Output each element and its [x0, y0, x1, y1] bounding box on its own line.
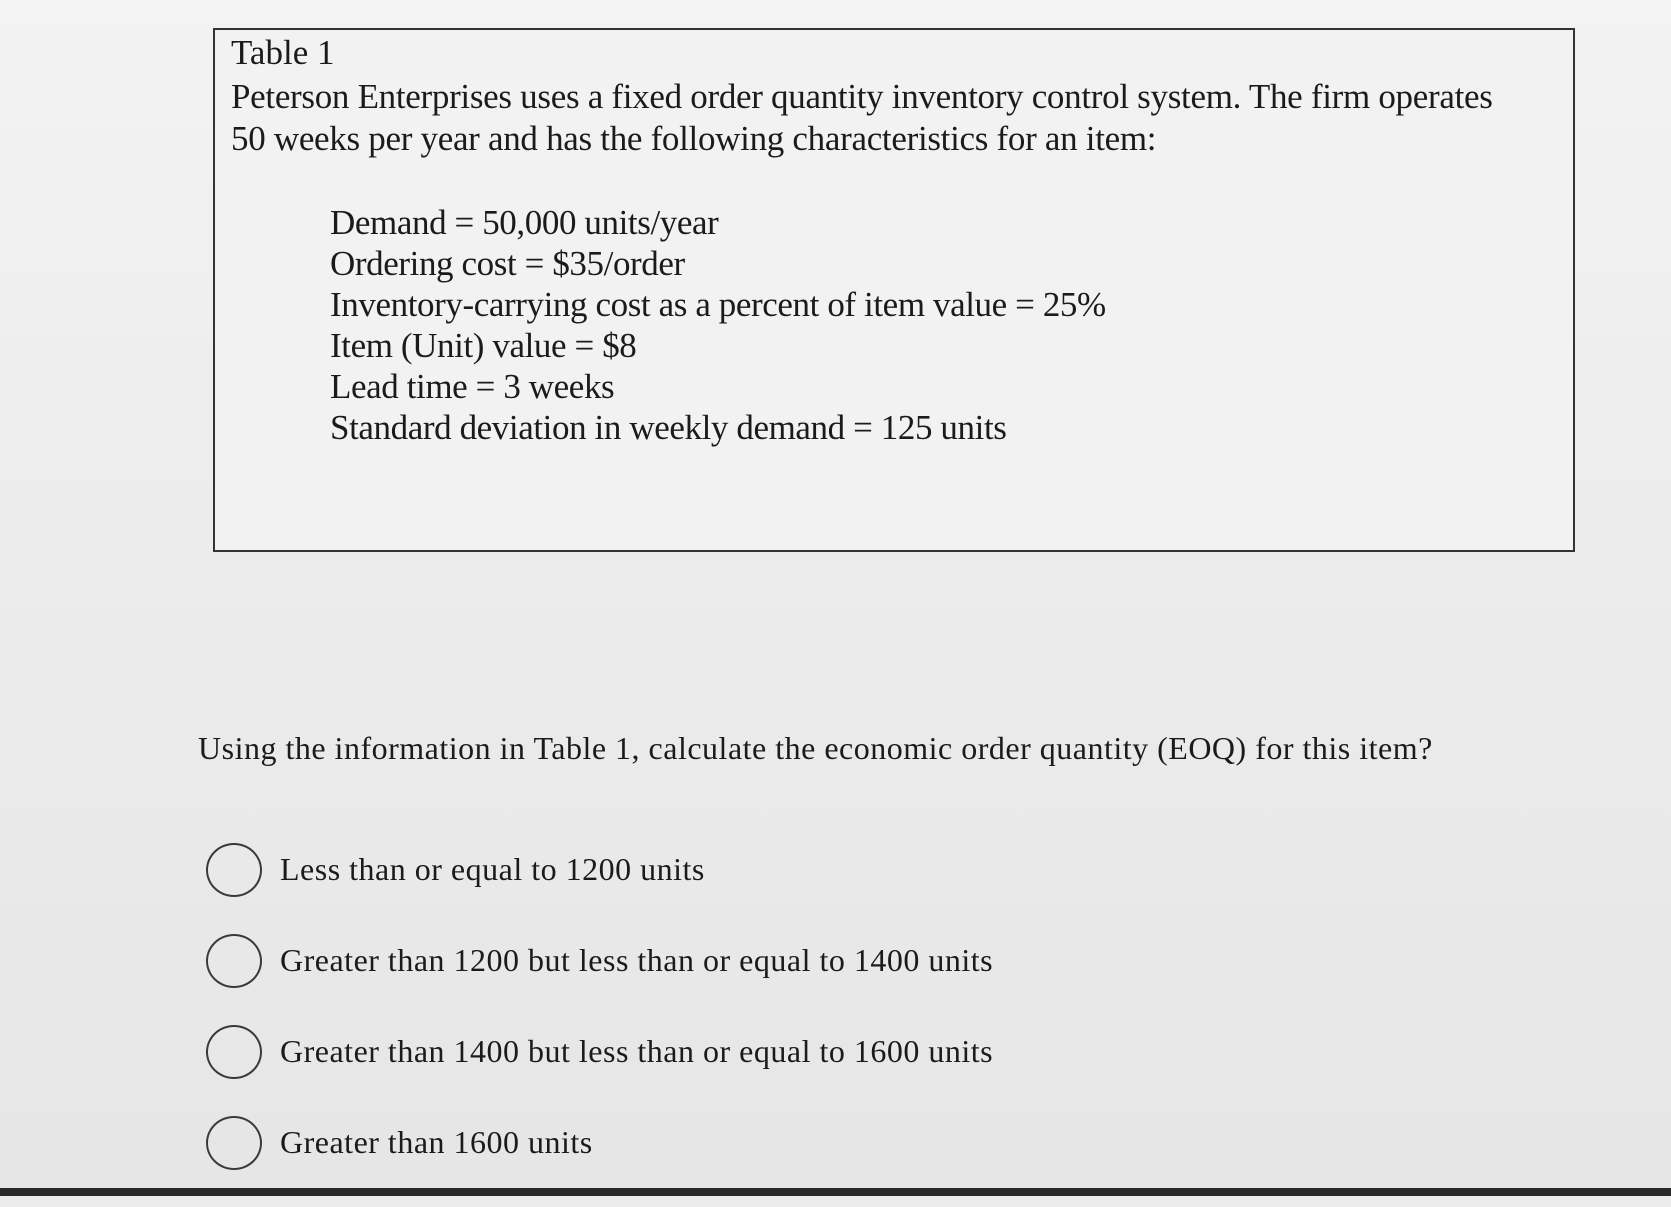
- question-text: Using the information in Table 1, calculate the economic order quantity (EOQ) for this item?: [198, 730, 1433, 766]
- radio-button[interactable]: [206, 843, 262, 897]
- answer-option[interactable]: [206, 843, 993, 934]
- radio-button[interactable]: [206, 1025, 262, 1079]
- table-1-box: [213, 28, 1575, 552]
- characteristic-ordering-cost: Ordering cost = $35/order: [330, 244, 685, 283]
- characteristic-item-value: Item (Unit) value = $8: [330, 326, 637, 365]
- radio-button[interactable]: [206, 1116, 262, 1170]
- radio-button[interactable]: [206, 934, 262, 988]
- answer-option-label[interactable]: Greater than 1200 but less than or equal to 1400 units: [280, 942, 994, 978]
- answer-options: [206, 843, 993, 1207]
- answer-option-label[interactable]: Greater than 1600 units: [280, 1124, 593, 1160]
- table-title: Table 1: [231, 33, 335, 72]
- characteristics-list: [330, 202, 1106, 448]
- answer-option[interactable]: [206, 1025, 993, 1116]
- answer-option-label[interactable]: Less than or equal to 1200 units: [280, 851, 705, 887]
- characteristic-std-deviation: Standard deviation in weekly demand = 125 units: [330, 408, 1007, 447]
- characteristic-lead-time: Lead time = 3 weeks: [330, 367, 615, 406]
- characteristic-demand: Demand = 50,000 units/year: [330, 203, 719, 242]
- table-intro: Peterson Enterprises uses a fixed order quantity inventory control system. The firm operates 50 weeks per year and has the following characteristics for an item:: [231, 77, 1493, 158]
- answer-option[interactable]: [206, 934, 993, 1025]
- monitor-bezel: [0, 1188, 1671, 1196]
- answer-option-label[interactable]: Greater than 1400 but less than or equal to 1600 units: [280, 1033, 994, 1069]
- characteristic-carrying-cost: Inventory-carrying cost as a percent of item value = 25%: [330, 285, 1106, 324]
